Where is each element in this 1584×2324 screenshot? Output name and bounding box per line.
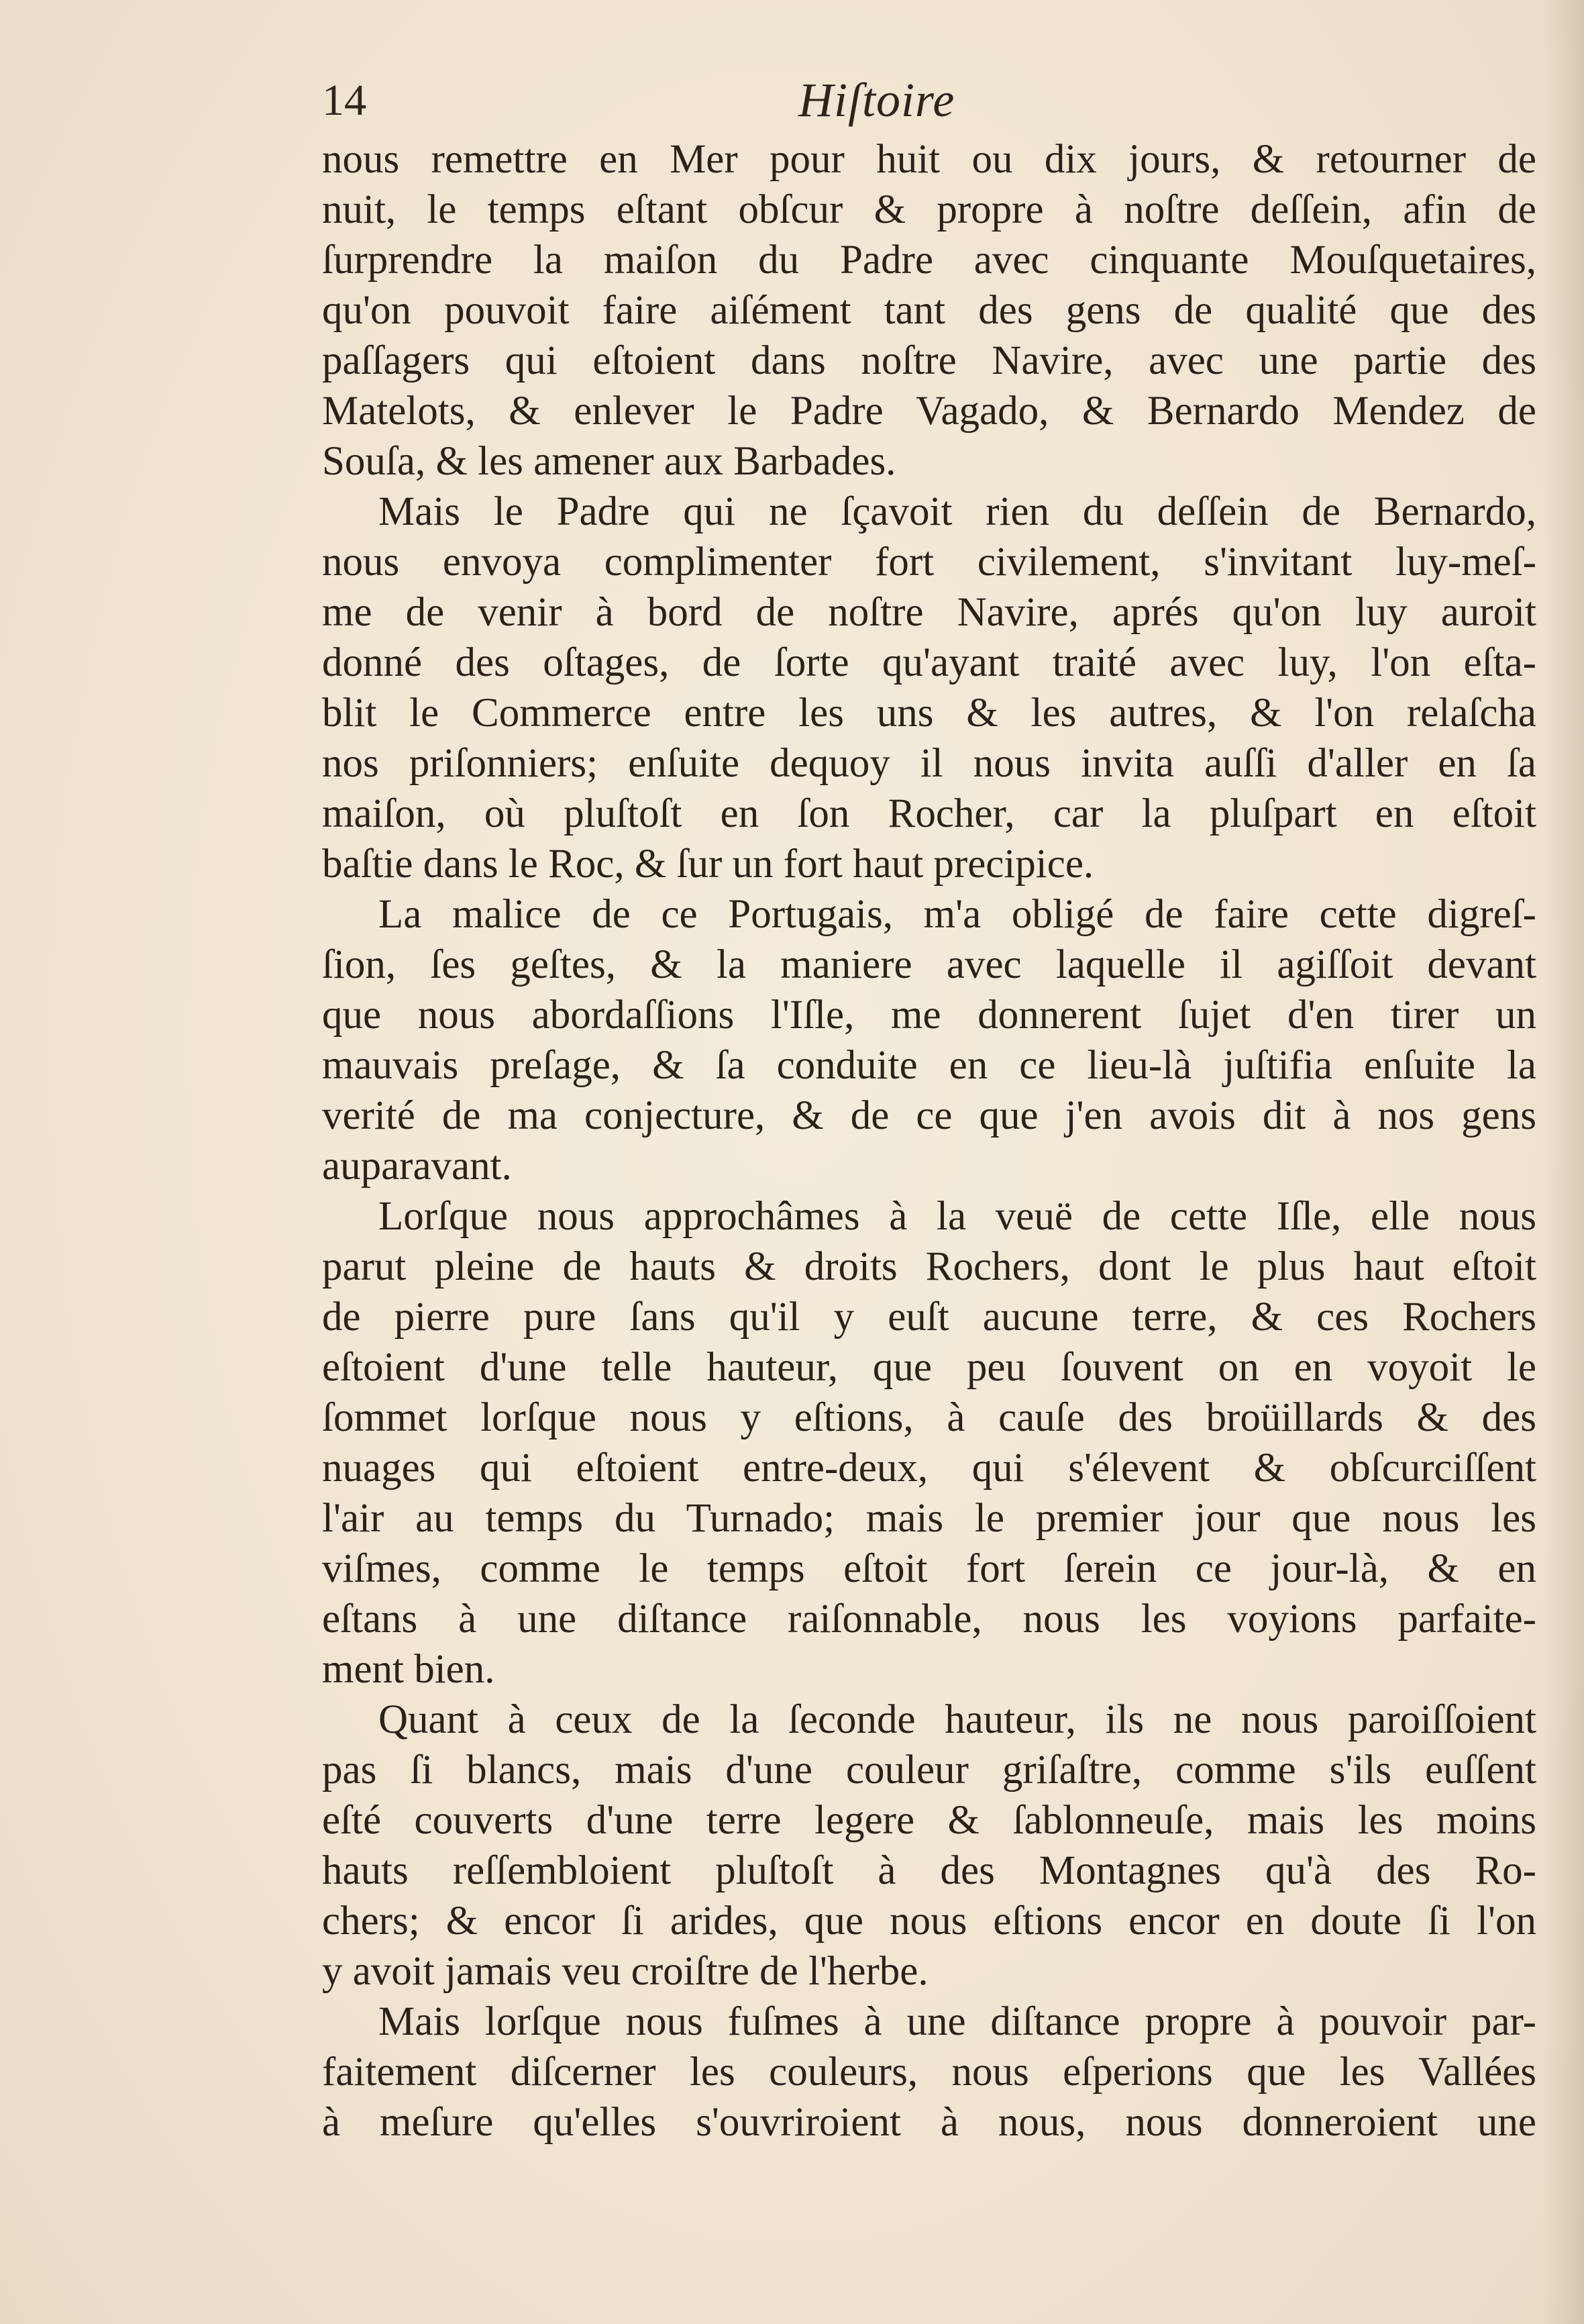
text-line: mauvais preſage, & ſa conduite en ce lieu-là juſtifia enſuite la [322, 1043, 1536, 1088]
text-line: Souſa, & les amener aux Barbades. [322, 439, 896, 484]
page-number: 14 [322, 76, 366, 125]
running-title: Hiſtoire [798, 73, 955, 127]
text-line: nos priſonniers; enſuite dequoy il nous invita auſſi d'aller en ſa [322, 741, 1536, 786]
text-line: chers; & encor ſi arides, que nous eſtions encor en doute ſi l'on [322, 1899, 1536, 1943]
text-line: eſté couverts d'une terre legere & ſablonneuſe, mais les moins [322, 1798, 1536, 1843]
text-line: nuit, le temps eſtant obſcur & propre à noſtre deſſein, afin de [322, 187, 1536, 232]
text-line: nous envoya complimenter fort civilement, s'invitant luy-meſ- [322, 540, 1536, 585]
text-line: maiſon, où pluſtoſt en ſon Rocher, car la pluſpart en eſtoit [322, 791, 1536, 836]
text-line: l'air au temps du Turnado; mais le premier jour que nous les [322, 1496, 1536, 1541]
text-line: parut pleine de hauts & droits Rochers, dont le plus haut eſtoit [322, 1244, 1536, 1289]
body-text [322, 134, 1536, 2148]
text-line: nuages qui eſtoient entre-deux, qui s'élevent & obſcurciſſent [322, 1446, 1536, 1491]
text-line: qu'on pouvoit faire aiſément tant des gens de qualité que des [322, 288, 1536, 333]
text-line: eſtans à une diſtance raiſonnable, nous les voyions parfaite- [322, 1597, 1536, 1641]
text-line: La malice de ce Portugais, m'a obligé de faire cette digreſ- [378, 892, 1536, 937]
page-gutter-shadow [1544, 0, 1584, 2324]
text-line: Mais le Padre qui ne ſçavoit rien du deſſein de Bernardo, [378, 489, 1536, 534]
text-line: nous remettre en Mer pour huit ou dix jours, & retourner de [322, 137, 1536, 182]
text-line: baſtie dans le Roc, & ſur un fort haut precipice. [322, 842, 1094, 887]
text-line: Lorſque nous approchâmes à la veuë de cette Iſle, elle nous [378, 1194, 1536, 1239]
text-line: Quant à ceux de la ſeconde hauteur, ils ne nous paroiſſoient [378, 1697, 1536, 1742]
text-line: ment bien. [322, 1647, 495, 1692]
text-line: ſommet lorſque nous y eſtions, à cauſe des broüillards & des [322, 1395, 1536, 1440]
text-line: y avoit jamais veu croiſtre de l'herbe. [322, 1949, 929, 1994]
text-line: à meſure qu'elles s'ouvriroient à nous, nous donneroient une [322, 2100, 1536, 2145]
text-line: donné des oſtages, de ſorte qu'ayant traité avec luy, l'on eſta- [322, 640, 1536, 685]
text-line: pas ſi blancs, mais d'une couleur griſaſtre, comme s'ils euſſent [322, 1748, 1536, 1792]
text-line: ſion, ſes geſtes, & la maniere avec laquelle il agiſſoit devant [322, 942, 1536, 987]
page-header [322, 67, 1536, 141]
text-line: que nous abordaſſions l'Iſle, me donnerent ſujet d'en tirer un [322, 993, 1536, 1038]
text-line: de pierre pure ſans qu'il y euſt aucune terre, & ces Rochers [322, 1295, 1536, 1340]
text-line: verité de ma conjecture, & de ce que j'en avois dit à nos gens [322, 1093, 1536, 1138]
text-line: Mais lorſque nous fuſmes à une diſtance propre à pouvoir par- [378, 1999, 1536, 2044]
text-line: blit le Commerce entre les uns & les autres, & l'on relaſcha [322, 691, 1536, 736]
text-line: viſmes, comme le temps eſtoit fort ſerein ce jour-là, & en [322, 1546, 1536, 1591]
text-line: eſtoient d'une telle hauteur, que peu ſouvent on en voyoit le [322, 1345, 1536, 1390]
text-line: ſurprendre la maiſon du Padre avec cinquante Mouſquetaires, [322, 238, 1536, 283]
text-line: paſſagers qui eſtoient dans noſtre Navire, avec une partie des [322, 338, 1536, 383]
text-line: me de venir à bord de noſtre Navire, aprés qu'on luy auroit [322, 590, 1536, 635]
text-line: hauts reſſembloient pluſtoſt à des Montagnes qu'à des Ro- [322, 1848, 1536, 1893]
text-line: faitement diſcerner les couleurs, nous eſperions que les Vallées [322, 2050, 1536, 2094]
text-line: auparavant. [322, 1144, 512, 1189]
text-line: Matelots, & enlever le Padre Vagado, & Bernardo Mendez de [322, 389, 1536, 434]
